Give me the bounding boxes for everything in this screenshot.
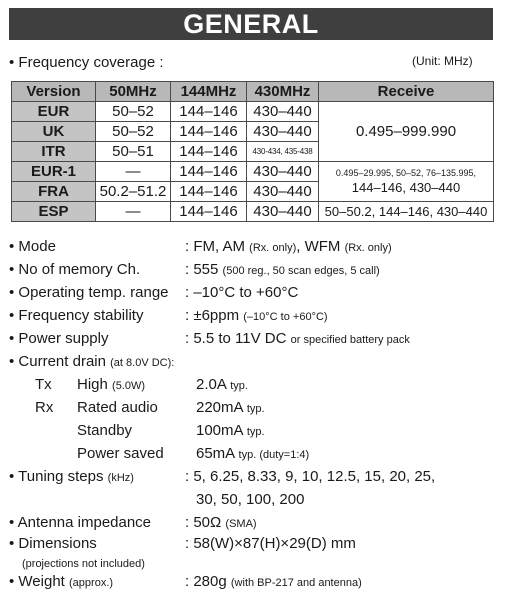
band-144-cell: 144–146 [171,162,247,182]
rx-power-saved: Power saved [77,445,164,462]
version-cell: ITR [12,142,96,162]
version-cell: EUR [12,102,96,122]
band-50-cell: 50–52 [96,102,171,122]
band-50-cell: 50–52 [96,122,171,142]
header-50mhz: 50MHz [96,82,171,102]
band-430-cell: 430–440 [247,122,319,142]
section-title: GENERAL [9,8,493,40]
rx-rated-value: 220mA typ. [196,399,265,416]
tx-high-value: 2.0A typ. [196,376,248,393]
rx-standby: Standby [77,422,133,439]
band-430-cell: 430–440 [247,162,319,182]
band-430-cell: 430–440 [247,202,319,222]
receive-cell: 0.495–999.990 [319,102,494,162]
band-144-cell: 144–146 [171,202,247,222]
band-430-cell: 430–440 [247,182,319,202]
band-144-cell: 144–146 [171,142,247,162]
rx-power-saved-value: 65mA typ. (duty=1:4) [196,445,310,462]
header-144mhz: 144MHz [171,82,247,102]
table-row [12,202,494,222]
header-version: Version [12,82,96,102]
tx-high: High (5.0W) [77,376,146,393]
version-cell: EUR-1 [12,162,96,182]
receive-line: 0.495–29.995, 50–52, 76–135.995, [335,168,477,178]
version-cell: UK [12,122,96,142]
band-144-cell: 144–146 [171,182,247,202]
header-receive: Receive [319,82,494,102]
band-144-cell: 144–146 [171,122,247,142]
rx-standby-value: 100mA typ. [196,422,265,439]
tx-label: Tx [35,376,52,393]
rx-label: Rx [35,399,54,416]
band-50-cell: 50–51 [96,142,171,162]
band-430-cell: 430–440 [247,102,319,122]
unit-note: (Unit: MHz) [412,54,473,68]
receive-cell [319,162,494,202]
receive-line: 144–146, 430–440 [351,180,461,195]
table-header-row [12,82,494,102]
band-430-cell: 430-434, 435-438 [247,142,319,162]
table-row [12,102,494,122]
band-50-cell: — [96,162,171,182]
dimensions-note: (projections not included) [22,558,145,570]
table-row [12,162,494,182]
band-144-cell: 144–146 [171,102,247,122]
spec-tuning-cont: 30, 50, 100, 200 [196,491,305,508]
receive-cell: 50–50.2, 144–146, 430–440 [319,202,494,222]
version-cell: FRA [12,182,96,202]
header-430mhz: 430MHz [247,82,319,102]
band-50-cell: 50.2–51.2 [96,182,171,202]
rx-rated: Rated audio [77,399,158,416]
version-cell: ESP [12,202,96,222]
band-50-cell: — [96,202,171,222]
frequency-table [11,81,494,222]
